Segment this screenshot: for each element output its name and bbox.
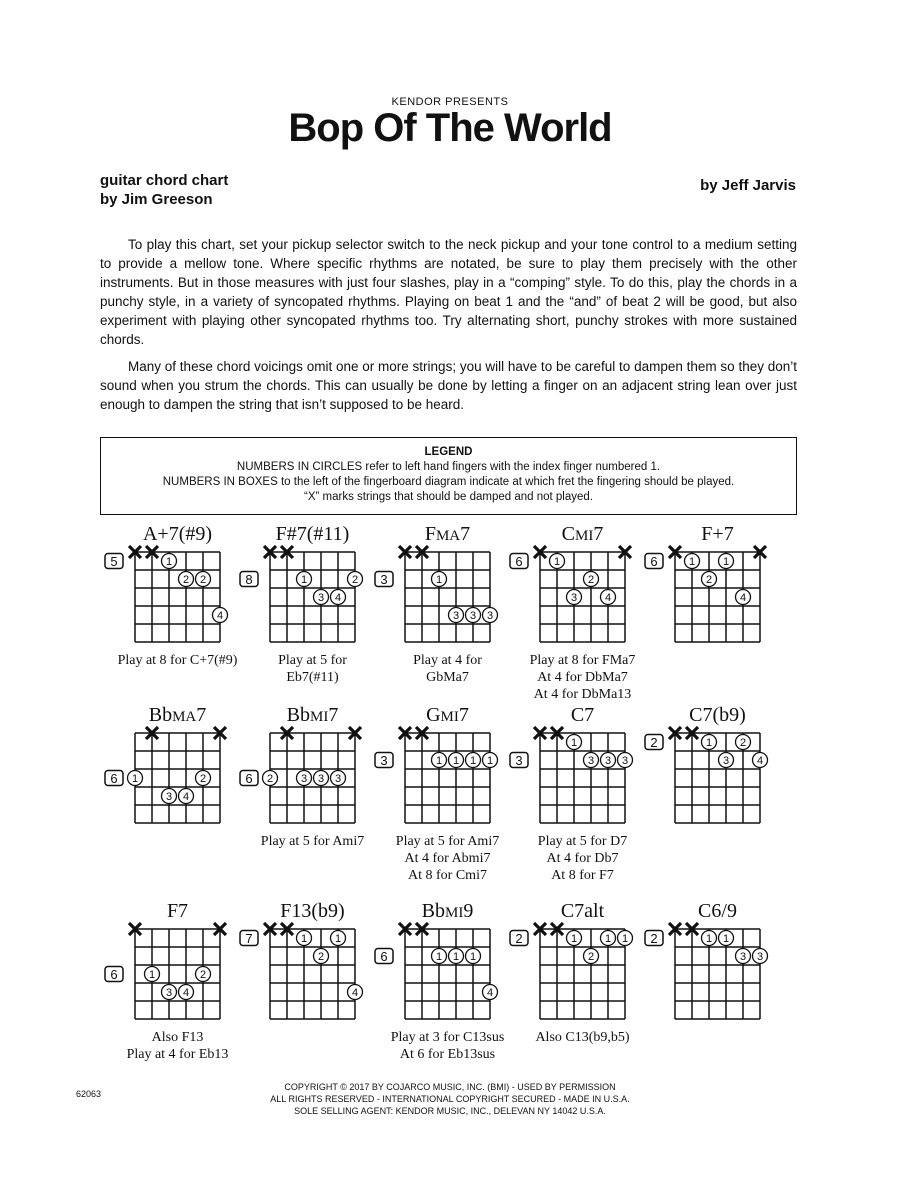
- finger-number: 1: [621, 933, 629, 945]
- fret-number: 2: [515, 931, 523, 946]
- finger-number: 1: [334, 933, 342, 945]
- chord-note: At 4 for Abmi7: [404, 851, 491, 866]
- fret-number: 2: [650, 931, 658, 946]
- chord-note: Play at 5 for Ami7: [395, 834, 500, 849]
- chord-diagram: [105, 523, 238, 668]
- finger-number: 1: [705, 933, 713, 945]
- finger-number: 4: [182, 987, 190, 999]
- finger-number: 4: [182, 791, 190, 803]
- finger-number: 1: [452, 951, 460, 963]
- finger-number: 2: [351, 574, 359, 586]
- finger-number: 4: [486, 987, 494, 999]
- chord-note: Play at 5 for D7: [537, 834, 628, 849]
- finger-number: 2: [705, 574, 713, 586]
- finger-number: 1: [435, 574, 443, 586]
- finger-number: 1: [469, 755, 477, 767]
- chord-note: Play at 8 for C+7(#9): [117, 653, 238, 668]
- chord-diagram: [510, 900, 633, 1045]
- finger-number: 1: [300, 933, 308, 945]
- legend-heading: LEGEND: [424, 446, 473, 458]
- finger-number: 4: [334, 592, 342, 604]
- finger-number: 3: [469, 610, 477, 622]
- copyright-line-3: SOLE SELLING AGENT: KENDOR MUSIC, INC., DELEVAN NY 14042 U.S.A.: [294, 1106, 606, 1116]
- chord-note: At 8 for Cmi7: [408, 868, 487, 883]
- finger-number: 3: [300, 773, 308, 785]
- chord-diagram: [105, 704, 226, 823]
- fret-number: 7: [245, 931, 253, 946]
- chord-note: Also F13: [151, 1030, 204, 1045]
- chord-name: FMA7: [424, 523, 471, 545]
- finger-number: 1: [435, 755, 443, 767]
- finger-number: 1: [722, 933, 730, 945]
- fret-number: 3: [380, 753, 388, 768]
- finger-number: 1: [688, 556, 696, 568]
- finger-number: 1: [148, 969, 156, 981]
- legend-line-3: “X” marks strings that should be damped and not played.: [304, 491, 593, 503]
- chord-note: Play at 8 for FMa7: [529, 653, 636, 668]
- chord-diagram: [375, 523, 498, 685]
- subtitle-line-1: guitar chord chart: [100, 172, 229, 189]
- finger-number: 3: [317, 592, 325, 604]
- finger-number: 2: [739, 737, 747, 749]
- fret-number: 3: [515, 753, 523, 768]
- chord-name: CMI7: [561, 523, 604, 545]
- finger-number: 3: [722, 755, 730, 767]
- finger-number: 1: [604, 933, 612, 945]
- intro-paragraph-1: To play this chart, set your pickup selector switch to the neck pickup and your tone control to a medium setting to provide a mellow tone. Where specific rhythms are notated, be sure to play them precisely with the other instruments. But in those measures with just four slashes, play in a “comping” style. To do this, play the chords in a punchy style, in a variety of syncopated rhythms. Playing on beat 1 and the “and” of beat 2 will be good, but also experiment with playing other syncopated rhythms too. Try alternating short, punchy strokes with more sustained chords.: [100, 237, 797, 347]
- chord-diagram: [240, 523, 363, 685]
- fret-number: 3: [380, 572, 388, 587]
- chord-name: A+7(#9): [142, 523, 213, 545]
- finger-number: 2: [199, 773, 207, 785]
- chord-note: At 4 for DbMa7: [537, 670, 628, 685]
- finger-number: 3: [317, 773, 325, 785]
- finger-number: 3: [756, 951, 764, 963]
- finger-number: 1: [469, 951, 477, 963]
- chord-name: C6/9: [698, 900, 737, 922]
- chord-name: F13(b9): [280, 900, 345, 922]
- finger-number: 3: [334, 773, 342, 785]
- chord-note: Play at 5 for: [278, 653, 347, 668]
- finger-number: 3: [604, 755, 612, 767]
- finger-number: 3: [486, 610, 494, 622]
- finger-number: 1: [131, 773, 139, 785]
- chord-diagram: [645, 704, 768, 823]
- chord-note: Play at 3 for C13sus: [390, 1030, 505, 1045]
- fret-number: 6: [650, 554, 658, 569]
- finger-number: 3: [739, 951, 747, 963]
- fret-number: 8: [245, 572, 253, 587]
- finger-number: 1: [452, 755, 460, 767]
- chord-note: Eb7(#11): [286, 670, 339, 685]
- chord-note: At 8 for F7: [551, 868, 614, 883]
- copyright-line-2: ALL RIGHTS RESERVED - INTERNATIONAL COPYRIGHT SECURED - MADE IN U.S.A.: [270, 1094, 630, 1104]
- fret-number: 6: [380, 949, 388, 964]
- finger-number: 1: [570, 933, 578, 945]
- composer: by Jeff Jarvis: [700, 177, 796, 194]
- finger-number: 1: [553, 556, 561, 568]
- finger-number: 3: [570, 592, 578, 604]
- finger-number: 2: [317, 951, 325, 963]
- chord-name: GMI7: [426, 704, 469, 726]
- chord-diagram: [240, 704, 364, 849]
- chord-diagram: [375, 900, 504, 1062]
- subtitle-line-2: by Jim Greeson: [100, 191, 213, 208]
- finger-number: 2: [587, 951, 595, 963]
- finger-number: 3: [587, 755, 595, 767]
- chord-name: BbMI7: [286, 704, 339, 726]
- chord-name: C7(b9): [689, 704, 746, 726]
- finger-number: 4: [216, 610, 224, 622]
- chord-diagram: [510, 704, 633, 883]
- fret-number: 2: [650, 735, 658, 750]
- chord-name: BbMA7: [148, 704, 207, 726]
- chord-note: Play at 5 for Ami7: [260, 834, 365, 849]
- legend-line-1: NUMBERS IN CIRCLES refer to left hand fingers with the index finger numbered 1.: [236, 461, 661, 473]
- chord-diagram: [510, 523, 635, 702]
- fret-number: 6: [110, 771, 118, 786]
- finger-number: 1: [486, 755, 494, 767]
- chord-diagram: [645, 900, 768, 1019]
- chord-note: At 4 for DbMa13: [533, 687, 632, 702]
- finger-number: 3: [621, 755, 629, 767]
- chord-name: C7: [570, 704, 595, 726]
- chord-note: Play at 4 for: [413, 653, 482, 668]
- publisher-presents: KENDOR PRESENTS: [391, 96, 509, 108]
- chord-diagram: [375, 704, 499, 883]
- copyright-line-1: COPYRIGHT © 2017 BY COJARCO MUSIC, INC. (BMI) - USED BY PERMISSION: [284, 1082, 616, 1092]
- chord-name: F7: [166, 900, 189, 922]
- catalog-number: 62063: [76, 1089, 102, 1099]
- fret-number: 5: [110, 554, 118, 569]
- chord-name: C7alt: [560, 900, 605, 922]
- chord-diagram: [645, 523, 766, 642]
- chord-name: F#7(#11): [275, 523, 350, 545]
- finger-number: 4: [756, 755, 764, 767]
- fret-number: 6: [245, 771, 253, 786]
- finger-number: 3: [452, 610, 460, 622]
- finger-number: 1: [570, 737, 578, 749]
- finger-number: 1: [722, 556, 730, 568]
- intro-paragraph-2: Many of these chord voicings omit one or more strings; you will have to be careful to dampen them so they don’t sound when you strum the chords. This can usually be done by letting a finger on an adjacent string lean over just enough to dampen the string that isn’t supposed to be heard.: [100, 359, 797, 412]
- finger-number: 4: [604, 592, 612, 604]
- finger-number: 1: [435, 951, 443, 963]
- fret-number: 6: [110, 967, 118, 982]
- chord-note: At 4 for Db7: [546, 851, 619, 866]
- chord-name: F+7: [701, 523, 734, 545]
- finger-number: 2: [199, 574, 207, 586]
- chord-note: At 6 for Eb13sus: [399, 1047, 496, 1062]
- chord-diagram: [240, 900, 363, 1019]
- chord-diagram: [105, 900, 228, 1062]
- finger-number: 3: [165, 987, 173, 999]
- fret-number: 6: [515, 554, 523, 569]
- finger-number: 1: [705, 737, 713, 749]
- finger-number: 2: [182, 574, 190, 586]
- page-title: Bop Of The World: [288, 106, 612, 150]
- finger-number: 2: [587, 574, 595, 586]
- finger-number: 2: [199, 969, 207, 981]
- finger-number: 2: [266, 773, 274, 785]
- finger-number: 4: [351, 987, 359, 999]
- chord-note: Also C13(b9,b5): [535, 1030, 630, 1045]
- chord-note: Play at 4 for Eb13: [126, 1047, 229, 1062]
- finger-number: 4: [739, 592, 747, 604]
- copyright-notice: [0, 1081, 900, 1117]
- chord-name: BbMI9: [421, 900, 474, 922]
- legend-line-2: NUMBERS IN BOXES to the left of the fingerboard diagram indicate at which fret the fingering should be played.: [162, 476, 735, 488]
- finger-number: 1: [300, 574, 308, 586]
- finger-number: 1: [165, 556, 173, 568]
- finger-number: 3: [165, 791, 173, 803]
- chord-note: GbMa7: [426, 670, 469, 685]
